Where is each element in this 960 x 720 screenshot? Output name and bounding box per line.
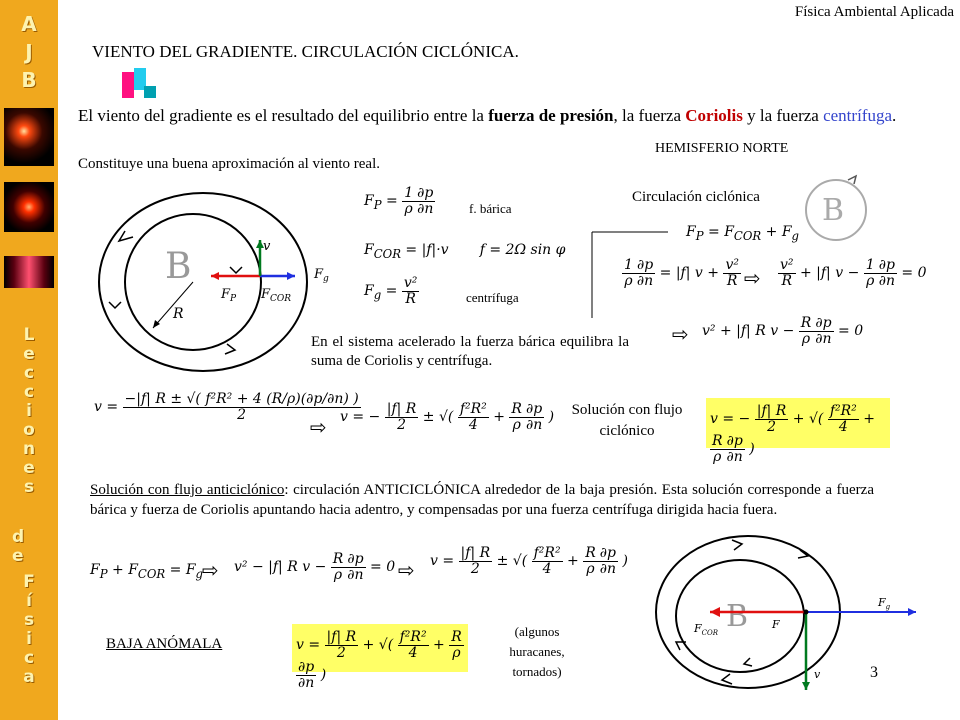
sidebar-photo-2 — [4, 182, 54, 232]
solucion-ciclonico-label: Solución con flujo ciclónico — [571, 402, 683, 439]
cyclonic-b-center: B — [165, 246, 192, 287]
algunos-label: (algunos huracanes, tornados) — [509, 624, 565, 679]
svg-text:FCOR: $F_{COR}$ — [261, 287, 292, 304]
svg-text:Fg: $F_g$ — [878, 596, 891, 611]
eq-simplified-solution: v = − $\frac{|f| R}{2}$ ± √( $\frac{\text{f²R²}}{4}$ + $\frac{R}{\rho}$ $\frac{\partial p}{\partial n}$ ) — [340, 401, 555, 433]
eq-anticyclonic-solution: v = $\frac{|f| R}{2}$ ± √( $\frac{\text{f²R²}}{4}$ + $\frac{R}{\rho}$ $\frac{\partial p}{\partial n}$ ) — [430, 545, 628, 577]
svg-text:Fg: $F_g$ — [314, 267, 329, 284]
page-title: VIENTO DEL GRADIENTE. CIRCULACIÓN CICLÓNICA. — [92, 42, 519, 61]
aproximacion-text: Constituye una buena aproximación al viento real. — [78, 156, 380, 172]
eq-balance-rearranged: $\frac{\text{v²}}{R}$ + |f| v − $\frac{1}{\rho}$ $\frac{\partial p}{\partial n}$ = 0 — [780, 257, 927, 289]
eq-anticyclonic-quadratic: v² − |f| R v − $\frac{R}{\rho}$ $\frac{\partial p}{\partial n}$ = 0 — [234, 551, 396, 583]
baja-anomala-label: BAJA ANÓMALA — [106, 636, 223, 652]
anticiclonico-title: Solución con flujo anticiclónico — [90, 482, 285, 498]
centrifuga-label: centrífuga — [466, 290, 519, 305]
implies-arrow-5: ⇨ — [398, 558, 415, 582]
sidebar-fisica: F í s i c a — [23, 572, 35, 687]
sidebar-photo-3 — [4, 256, 54, 288]
sidebar — [0, 0, 58, 720]
course-name: Física Ambiental Aplicada — [794, 4, 954, 20]
implies-arrow-2: ⇨ — [672, 322, 689, 346]
eq-coriolis-force: $F_{COR} = |f|\cdot v$ f = 2Ω sin φ — [364, 242, 566, 261]
coriolis-term: Coriolis — [685, 106, 743, 125]
radius-label: R — [173, 306, 184, 322]
hemisferio-label: HEMISFERIO NORTE — [655, 141, 789, 156]
implies-arrow-3: ⇨ — [310, 415, 327, 439]
eq-pressure-force: $F_P$ = $\frac{1}{\rho}$ $\frac{\partial p}{\partial n}$ — [364, 185, 434, 217]
eq-anticyclonic-balance: $F_P + F_{COR} = F_g$ — [90, 562, 204, 581]
f-barica-label: f. bárica — [469, 201, 512, 216]
svg-text:F: F — [772, 618, 780, 631]
title-decoration — [118, 66, 162, 106]
eq-balance-expanded: $\frac{1}{\rho}$ $\frac{\partial p}{\partial n}$ = |f| v + $\frac{\text{v²}}{R}$ — [624, 257, 739, 289]
svg-text:v: v — [814, 668, 821, 681]
sistema-acelerado-text: En el sistema acelerado la fuerza bárica equilibra la suma de Coriolis y centrífuga. — [311, 334, 629, 369]
cyclonic-circulation-icon — [796, 170, 876, 250]
cyclonic-diagram — [95, 192, 345, 377]
implies-arrow-1: ⇨ — [744, 266, 761, 290]
implies-arrow-4: ⇨ — [202, 558, 219, 582]
svg-text:FP: $F_P$ — [221, 287, 237, 304]
circulacion-ciclonica-label: Circulación ciclónica — [632, 189, 760, 205]
intro-paragraph: El viento del gradiente es el resultado del equilibrio entre la fuerza de presión, la fuerza Coriolis y la fuerza centrífuga. — [78, 106, 897, 125]
cyclonic-b-letter: B — [822, 193, 845, 228]
centrifuga-term: centrífuga — [823, 106, 892, 125]
velocity-label: v — [263, 239, 271, 254]
svg-text:FCOR: $F_{COR}$ — [694, 622, 719, 637]
eq-baja-anomala: v = $\frac{|f| R}{2}$ + √( $\frac{\text{f²R²}}{4}$ + $\frac{R}{\rho}$ $\frac{\partial p}{\partial n}$ ) — [292, 624, 468, 672]
anticyclonic-b-center: B — [726, 599, 749, 634]
anticiclonico-paragraph: Solución con flujo anticiclónico: circulación ANTICICLÓNICA alrededor de la baja presión. Esta solución corresponde a fuerza bárica y fuerza de Coriolis apuntando hacia adentro, y compensadas por una fuerza centrífuga dirigida hacia fuera. — [90, 482, 874, 518]
sidebar-photo-1 — [4, 108, 54, 166]
page-number: 3 — [870, 664, 878, 681]
sidebar-logo-ajb: A J B — [21, 12, 37, 92]
fuerza-presion-term: fuerza de presión — [488, 106, 614, 125]
eq-general-solution: v = $\frac{\text{−|f| R ± √( f²R² + 4 (R/ρ)(∂p/∂n) )}}{2}$ — [94, 391, 359, 423]
eq-quadratic: v² + |f| R v − $\frac{R}{\rho}$ $\frac{\partial p}{\partial n}$ = 0 — [702, 315, 864, 347]
anticyclonic-diagram — [640, 530, 930, 700]
sidebar-lecciones: L e c c i o n e s — [22, 325, 36, 497]
eq-centrifugal-force: $F_g$ = $\frac{\text{v²}}{R}$ — [364, 275, 418, 307]
eq-force-balance: $F_P = F_{COR} + F_g$ — [686, 224, 800, 243]
sidebar-de: d e — [12, 527, 25, 566]
eq-cyclonic-solution: v = − $\frac{|f| R}{2}$ + √( $\frac{\text{f²R²}}{4}$ + $\frac{R}{\rho}$ $\frac{\partial p}{\partial n}$ ) — [706, 398, 890, 448]
